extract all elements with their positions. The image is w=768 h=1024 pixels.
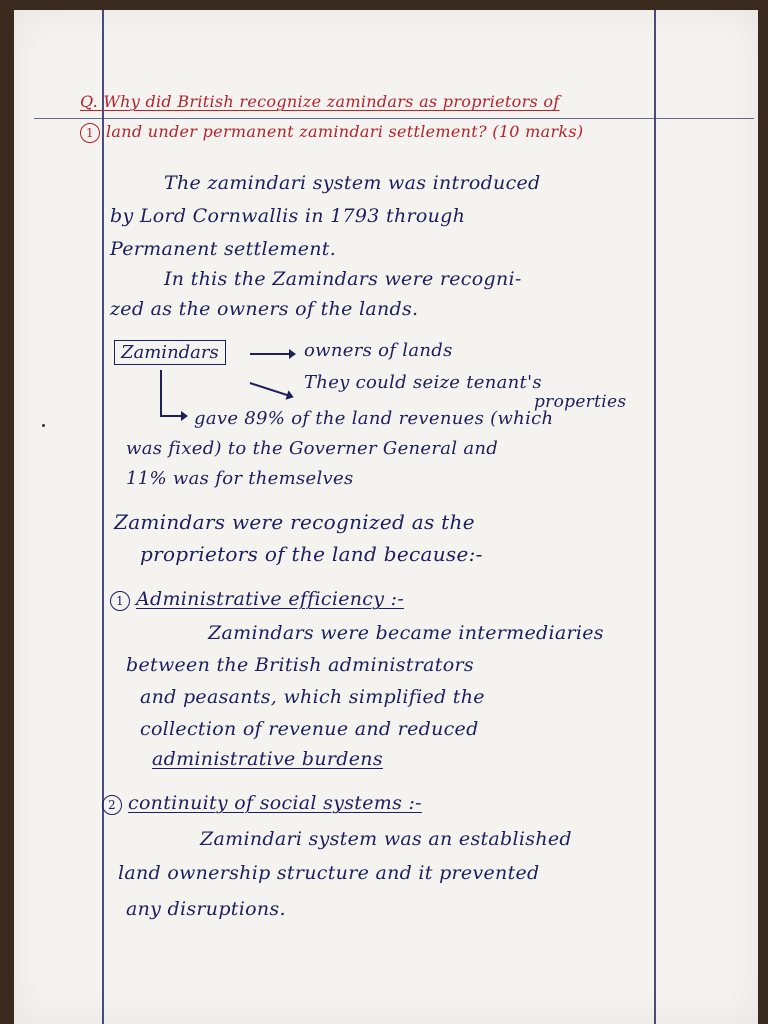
branch-properties: properties	[534, 392, 627, 412]
intro-line-5: zed as the owners of the lands.	[110, 298, 419, 320]
question-text: land under permanent zamindari settlement?	[106, 122, 487, 141]
question-line-1: Q. Why did British recognize zamindars as proprietors of	[80, 92, 560, 111]
reason-line-1: Zamindars were recognized as the	[114, 510, 475, 534]
point-1-line-2: between the British administrators	[126, 654, 474, 676]
point-1-line-3: and peasants, which simplified the	[140, 686, 485, 708]
intro-line-1: The zamindari system was introduced	[164, 172, 541, 194]
notebook-page	[14, 10, 758, 1024]
arrow-to-revenue	[160, 415, 186, 417]
intro-line-2: by Lord Cornwallis in 1793 through	[110, 205, 466, 227]
zamindars-box: Zamindars	[114, 340, 226, 365]
point-1-number: 1	[110, 591, 130, 611]
point-1-line-1: Zamindars were became intermediaries	[208, 622, 604, 644]
point-2-line-1: Zamindari system was an established	[200, 828, 572, 850]
revenue-line-1: gave 89% of the land revenues (which	[194, 408, 554, 429]
arrow-to-owners	[250, 353, 294, 355]
left-margin-line	[102, 10, 104, 1024]
question-rule	[34, 118, 754, 119]
point-1-heading	[110, 588, 404, 611]
arrow-to-seize	[250, 382, 292, 397]
point-1-line-5: administrative burdens	[152, 748, 383, 770]
ink-dot	[42, 424, 45, 427]
point-1-line-4: collection of revenue and reduced	[140, 718, 479, 740]
revenue-line-2: was fixed) to the Governer General and	[126, 438, 499, 459]
point-2-line-2: land ownership structure and it prevented	[118, 862, 540, 884]
intro-line-4: In this the Zamindars were recogni-	[164, 268, 522, 290]
point-1-heading-text: Administrative efficiency :-	[136, 588, 405, 610]
question-line-2	[80, 122, 583, 143]
point-2-heading-text: continuity of social systems :-	[128, 792, 422, 814]
point-2-line-3: any disruptions.	[126, 898, 286, 920]
point-2-heading	[102, 792, 422, 815]
reason-line-2: proprietors of the land because:-	[140, 542, 483, 566]
branch-owners: owners of lands	[304, 340, 453, 361]
intro-line-3: Permanent settlement.	[110, 238, 337, 260]
down-line	[160, 370, 162, 416]
marks-label: (10 marks)	[492, 122, 584, 141]
point-2-number: 2	[102, 795, 122, 815]
branch-seize: They could seize tenant's	[304, 372, 542, 393]
right-margin-line	[654, 10, 656, 1024]
revenue-line-3: 11% was for themselves	[126, 468, 354, 489]
question-number: 1	[80, 123, 100, 143]
